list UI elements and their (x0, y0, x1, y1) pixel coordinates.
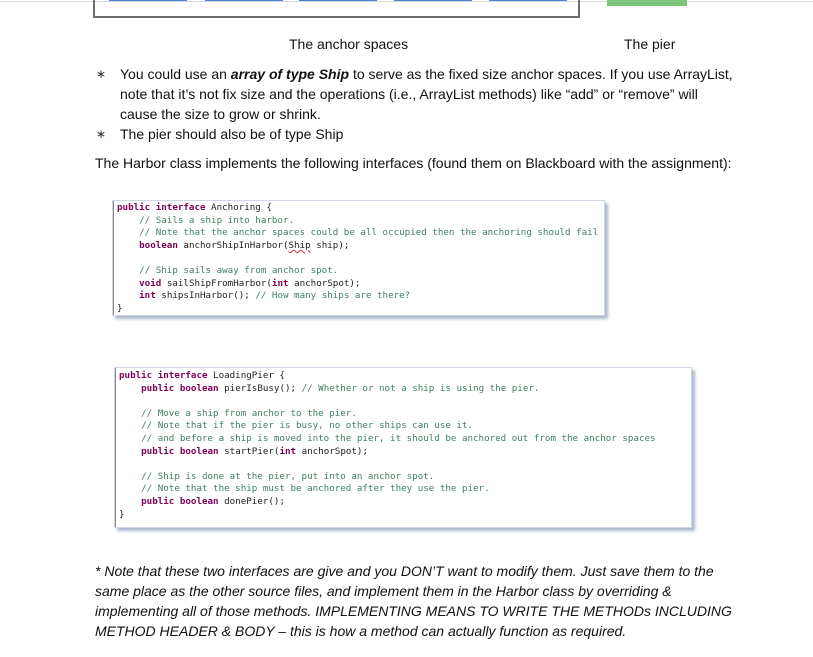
code-line: public boolean startPier(int anchorSpot); (141, 445, 368, 457)
code-gutter (113, 201, 114, 315)
note-line: same place as the other source files, and implement them in the Harbor class by overriding & (95, 583, 672, 599)
bullet-text: You could use an (120, 66, 231, 82)
emphasis-array-of-ship: array of type Ship (230, 66, 350, 82)
loadingpier-interface-code (114, 367, 692, 528)
code-line: // Note that if the pier is busy, no other ships can use it. (141, 420, 474, 432)
bullet-text: note that it’s not fix size and the operations (i.e., ArrayList methods) like “add” or “remove” will (120, 86, 698, 102)
code-line: boolean anchorShipInHarbor(Ship ship); (139, 239, 350, 251)
intro-paragraph: The Harbor class implements the following interfaces (found them on Blackboard with the assignment): (95, 155, 732, 171)
anchor-slot (489, 0, 567, 1)
bullet-text: cause the size to grow or shrink. (120, 106, 321, 122)
code-line: // Note that the ship must be anchored after they use the pier. (141, 483, 490, 495)
bullet-text: to serve as the fixed size anchor spaces. If you use ArrayList, (349, 66, 733, 82)
code-line: int shipsInHarbor(); // How many ships are there? (139, 290, 411, 302)
code-line: // Note that the anchor spaces could be all occupied then the anchoring should fail (139, 227, 599, 239)
note-paragraph (95, 561, 735, 641)
anchor-slot (205, 0, 283, 1)
bullet-pier-type: The pier should also be of type Ship (120, 126, 344, 142)
code-line (119, 458, 691, 471)
anchor-spaces-caption: The anchor spaces (289, 36, 409, 52)
anchoring-interface-code (112, 200, 605, 316)
anchor-spaces-diagram (93, 0, 580, 18)
code-line: } (119, 508, 125, 520)
code-gutter (115, 368, 116, 527)
code-line: // Sails a ship into harbor. (139, 214, 295, 226)
code-line: public interface Anchoring { (117, 202, 272, 213)
code-line: // Ship is done at the pier, put into an anchor spot. (141, 470, 435, 482)
code-line: } (117, 302, 123, 314)
code-line: // Move a ship from anchor to the pier. (141, 407, 357, 419)
anchor-slot (109, 0, 187, 1)
code-line: // Ship sails away from anchor spot. (139, 264, 339, 276)
code-line: void sailShipFromHarbor(int anchorSpot); (139, 277, 361, 289)
bullet-marker: ∗ (96, 67, 107, 81)
code-line: public boolean pierIsBusy(); // Whether or not a ship is using the pier. (141, 382, 540, 394)
code-line (119, 395, 691, 408)
anchor-slot (299, 0, 377, 1)
anchor-slot (394, 0, 472, 1)
pier-caption: The pier (624, 36, 676, 52)
note-line: METHOD HEADER & BODY – this is how a method can actually function as required. (95, 623, 627, 639)
bullet-array-of-ship (120, 64, 760, 124)
code-line: public boolean donePier(); (141, 495, 285, 507)
code-line: // and before a ship is moved into the pier, it should be anchored out from the anchor spaces (141, 432, 656, 444)
pier-diagram (607, 0, 687, 6)
bullet-marker: ∗ (96, 127, 107, 141)
code-line: public interface LoadingPier { (119, 370, 285, 381)
note-line: * Note that these two interfaces are give and you DON’T want to modify them. Just save them to the (95, 563, 714, 579)
code-line (117, 252, 604, 265)
note-line: implementing all of those methods. IMPLEMENTING MEANS TO WRITE THE METHODs INCLUDING (95, 603, 732, 619)
